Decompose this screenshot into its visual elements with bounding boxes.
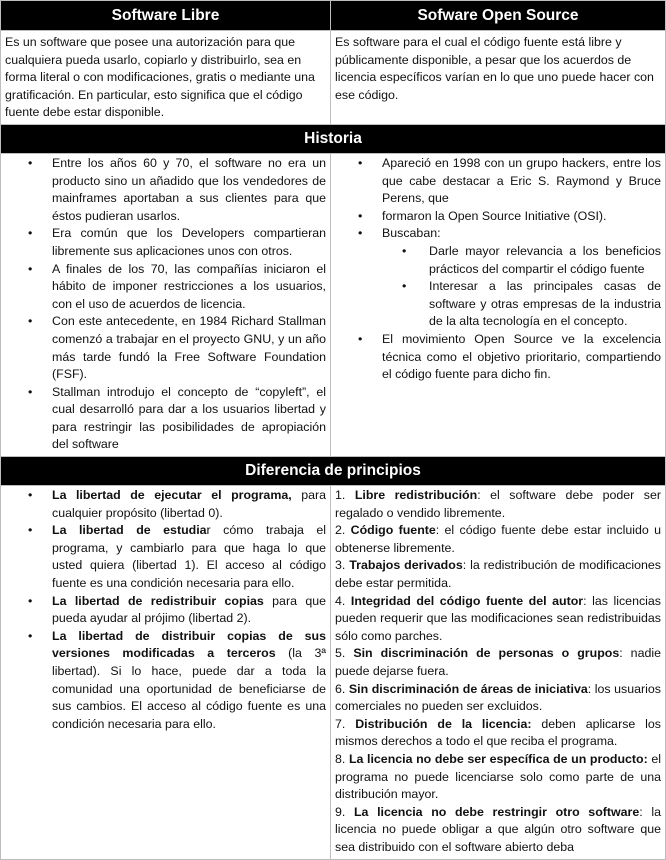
list-item: • A finales de los 70, las compañías iniciaron el hábito de imponer restricciones a los usuarios, con el uso de acuerdos de licencia. (5, 261, 326, 314)
item-number: 8. (335, 751, 349, 766)
criterio-title: Sin discriminación de personas o grupos (353, 646, 620, 661)
list-item (335, 681, 661, 716)
libertad-title: La libertad de estudia (52, 523, 207, 538)
principios-right-cell (331, 486, 666, 859)
libertad-title: La libertad de redistribuir copias (52, 593, 264, 608)
list-item (5, 522, 326, 592)
historia-open-source-list (335, 155, 661, 384)
sub-list-item: • Darle mayor relevancia a los beneficios prácticos del compartir el código fuente (382, 243, 661, 278)
item-number: 7. (335, 716, 356, 731)
list-item (335, 557, 661, 592)
historia-header-row (1, 124, 666, 153)
sub-list-item: • Interesar a las principales casas de software y otras empresas de la industria de la alta tecnología en el concepto. (382, 278, 661, 331)
criterio-title: Trabajos derivados (349, 558, 463, 573)
header-software-libre: Software Libre (1, 1, 331, 31)
list-item: • Entre los años 60 y 70, el software no era un producto sino un añadido que los vendedores de mainframes aportaban a sus clientes para que éstos pudieran usarlos. (5, 155, 326, 225)
criterio-title: La licencia no debe ser específica de un producto: (348, 751, 648, 766)
list-item (335, 522, 661, 557)
historia-left-cell (1, 153, 331, 456)
definition-open-source: Es software para el cual el código fuente está libre y públicamente disponible, a pesar que los acuerdos de licencia específicos varían en lo que uno puede hacer con ese código. (335, 35, 654, 102)
libertad-text: para cualquier propósito (libertad 0). (52, 488, 326, 520)
item-number: 6. (335, 681, 349, 696)
list-item (335, 225, 661, 331)
item-number: 2. (335, 523, 351, 538)
historia-row (1, 153, 666, 456)
principios-row (1, 486, 666, 859)
historia-libre-list (5, 155, 326, 454)
definition-software-libre: Es un software que posee una autorización para que cualquiera pueda usarlo, copiarlo y distribuirlo, sea en forma literal o con modificaciones, gratis o mediante una gratificación. En particular, esto significa que el código fuente debe estar disponible. (5, 35, 315, 120)
section-title-principios: Diferencia de principios (1, 457, 666, 486)
criterio-text: : el software debe poder ser regalado o vendido libremente. (335, 488, 661, 520)
criterio-text: : las licencias pueden requerir que las modificaciones sean redistribuidas sólo como parches. (335, 593, 661, 643)
criterio-text: : el código fuente debe estar incluido u obtenerse libremente. (335, 523, 662, 555)
list-item (335, 716, 661, 751)
definition-left-cell (1, 31, 331, 125)
list-item (335, 593, 661, 646)
historia-right-cell (331, 153, 666, 456)
definition-row (1, 31, 666, 125)
list-item: • Apareció en 1998 con un grupo hackers, entre los que cabe destacar a Eric S. Raymond y Bruce Perens, que (335, 155, 661, 208)
list-item: • El movimiento Open Source ve la excelencia técnica como el objetivo prioritario, compartiendo el código fuente para dicho fin. (335, 331, 661, 384)
buscaban-sublist (382, 243, 661, 331)
item-number: 3. (335, 558, 350, 573)
list-item (5, 593, 326, 628)
principios-header-row (1, 457, 666, 486)
list-item: • Con este antecedente, en 1984 Richard Stallman comenzó a trabajar en el proyecto GNU, y un año más tarde fundó la Free Software Foundation (FSF). (5, 313, 326, 383)
item-number: 5. (335, 646, 354, 661)
list-item: • Era común que los Developers compartieran libremente sus aplicaciones unos con otros. (5, 225, 326, 260)
list-item: • Stallman introdujo el concepto de “copyleft”, el cual desarrolló para dar a los usuarios libertad y para restringir las posibilidades de apropiación del software (5, 384, 326, 454)
criterio-title: Sin discriminación de áreas de iniciativa (348, 681, 588, 696)
section-title-historia: Historia (1, 124, 666, 153)
libertades-list (5, 487, 326, 733)
criterio-title: Libre redistribución (354, 488, 478, 503)
criterio-text: : los usuarios comerciales no pueden ser excluidos. (335, 681, 661, 714)
criterio-title: Código fuente (350, 523, 436, 538)
libertad-title: La libertad de distribuir copias de sus versiones modificadas a terceros (52, 628, 326, 661)
list-item: • formaron la Open Source Initiative (OSI). (335, 208, 661, 226)
item-number: 9. (335, 804, 354, 819)
item-number: 4. (335, 593, 351, 608)
list-item (5, 628, 326, 734)
criterio-text: deben aplicarse los mismos derechos a todo el que reciba el programa. (335, 716, 661, 749)
header-open-source: Sofware Open Source (331, 1, 666, 31)
buscaban-label: Buscaban: (382, 226, 441, 241)
list-item (335, 751, 661, 804)
criterio-title: Integridad del código fuente del autor (350, 593, 584, 608)
list-item (5, 487, 326, 522)
header-row (1, 1, 666, 31)
principios-left-cell (1, 486, 331, 859)
list-item (335, 487, 661, 522)
criterio-text: : la licencia no puede obligar a que algún otro software que sea distribuido con el software abierto deba (335, 804, 661, 854)
criterio-title: La licencia no debe restringir otro software (353, 804, 640, 819)
libertad-text: (la 3ª libertad). Si lo hace, puede dar a toda la comunidad una oportunidad de beneficiarse de sus cambios. El acceso al código fuente es una condición necesaria para ello. (52, 646, 326, 731)
list-item (335, 645, 661, 680)
criterio-text: el programa no puede licenciarse solo como parte de una distribución mayor. (335, 751, 661, 802)
criterios-osi-list (331, 486, 665, 858)
list-item (335, 804, 661, 857)
criterio-title: Distribución de la licencia: (355, 716, 532, 731)
definition-right-cell (331, 31, 666, 125)
libertad-text: para que pueda ayudar al prójimo (libertad 2). (52, 593, 326, 626)
item-number: 1. (335, 488, 355, 503)
criterio-text: : la redistribución de modificaciones debe estar permitida. (335, 558, 661, 591)
criterio-text: : nadie puede dejarse fuera. (335, 646, 662, 678)
libertad-text: r cómo trabaja el programa, y cambiarlo para que haga lo que usted quiera (libertad 1). El acceso al código fuente es una condición necesaria para ello. (52, 523, 326, 591)
libertad-title: La libertad de ejecutar el programa, (52, 488, 292, 503)
